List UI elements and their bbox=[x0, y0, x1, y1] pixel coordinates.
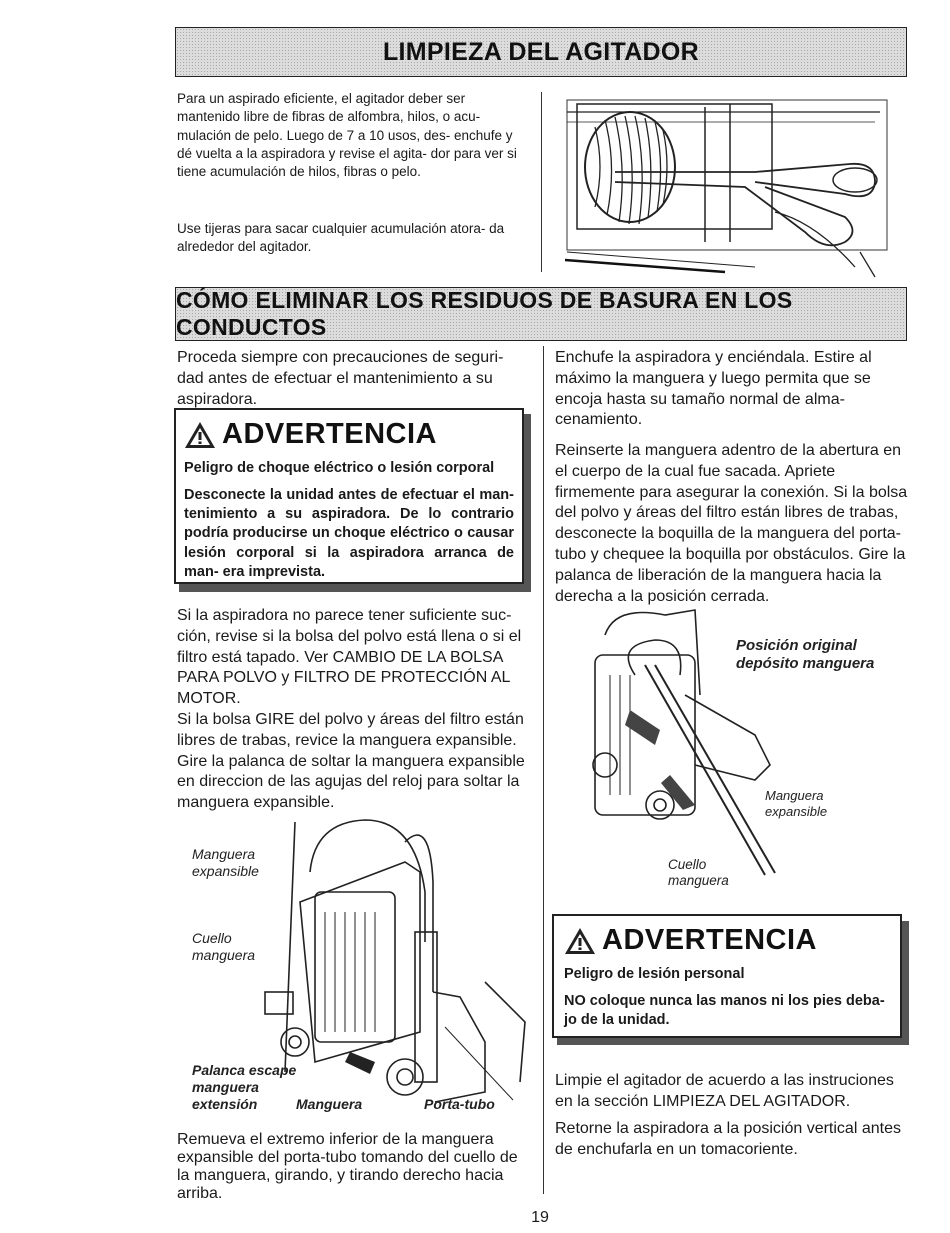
page-number: 19 bbox=[531, 1209, 549, 1226]
left-label-porta-tubo: Porta-tubo bbox=[424, 1096, 495, 1112]
warning1-subtitle: Peligro de choque eléctrico o lesión corporal bbox=[184, 460, 495, 476]
ducts-intro: Proceda siempre con precauciones de seguri- dad antes de efectuar el mantenimiento a su aspiradora. bbox=[177, 349, 504, 408]
warning-box-electric bbox=[174, 408, 524, 584]
warning-triangle-icon bbox=[564, 927, 596, 955]
section-banner-agitator bbox=[175, 27, 907, 77]
return-paragraph: Retorne la aspiradora a la posición vertical antes de enchufarla en un tomacoriente. bbox=[555, 1120, 901, 1158]
left-label-palanca: Palanca escape manguera extensión bbox=[192, 1062, 297, 1112]
warning2-body: NO coloque nunca las manos ni los pies deba- jo de la unidad. bbox=[564, 993, 885, 1029]
right-label-manguera-expansible: Manguera expansible bbox=[765, 788, 828, 819]
left-label-manguera-expansible: Manguera expansible bbox=[192, 846, 259, 879]
section-title-agitator: LIMPIEZA DEL AGITADOR bbox=[382, 37, 700, 66]
left-label-cuello-manguera: Cuello manguera bbox=[192, 930, 256, 963]
agitator-paragraph-1: Para un aspirado eficiente, el agitador deber ser mantenido libre de fibras de alfombra, hilos, o acu- mulación de pelo. Luego de 7 a 10 usos, des- enchufe y dé vuelta a la aspiradora y revise el agita- dor para ver si tiene acumulación de hilos, fibras o pelo. bbox=[177, 91, 517, 180]
right-label-cuello-manguera: Cuello manguera bbox=[668, 857, 729, 889]
plug-paragraph: Enchufe la aspiradora y enciéndala. Estire al máximo la manguera y luego permita que se encoja hasta su tamaño normal de alma- cenamiento. bbox=[555, 349, 872, 429]
warning2-heading-row bbox=[564, 924, 890, 957]
column-divider-top bbox=[541, 92, 542, 272]
warning1-body: Desconecte la unidad antes de efectuar el man- tenimiento a su aspiradora. De lo contrario podría producirse un choque eléctrico o causar lesión corporal si la aspiradora arranca de man- era imprevista. bbox=[184, 487, 514, 580]
warning2-subtitle: Peligro de lesión personal bbox=[564, 966, 745, 982]
right-label-posicion: Posición original depósito manguera bbox=[736, 637, 875, 672]
remove-paragraph: Remueva el extremo inferior de la manguera expansible del porta-tubo tomando del cuello de la manguera, girando, y tirando derecho hacia arriba. bbox=[177, 1131, 518, 1202]
reinsert-paragraph: Reinserte la manguera adentro de la abertura en el cuerpo de la cual fue sacada. Apriete firmemente para asegurar la conexión. Si la bolsa del polvo y áreas del filtro están libres de trabas, desconecte la boquilla de la manguera del porta-tubo y chequee la boquilla por obstáculos. Gire la palanca de liberación de la manguera hacia la derecha a la posición cerrada. bbox=[555, 442, 908, 605]
left-label-manguera: Manguera bbox=[296, 1096, 363, 1112]
warning1-heading: ADVERTENCIA bbox=[222, 418, 437, 450]
agitator-paragraph-2: Use tijeras para sacar cualquier acumulación atora- da alrededor del agitador. bbox=[177, 221, 505, 255]
clean-paragraph: Limpie el agitador de acuerdo a las instruciones en la sección LIMPIEZA DEL AGITADOR. bbox=[555, 1072, 894, 1110]
warning-box-personal bbox=[552, 914, 902, 1038]
warning2-heading: ADVERTENCIA bbox=[602, 924, 817, 956]
warning1-heading-row bbox=[184, 418, 514, 451]
column-divider-bottom bbox=[543, 346, 544, 1194]
warning-triangle-icon bbox=[184, 421, 216, 449]
section-banner-ducts bbox=[175, 287, 907, 341]
suction-paragraph: Si la aspiradora no parece tener suficiente suc- ción, revise si la bolsa del polvo está llena o si el filtro está tapado. Ver CAMBIO DE LA BOLSA PARA POLVO y FILTRO DE PROTECCIÓN AL MOTOR. bbox=[177, 607, 522, 708]
section-title-ducts: CÓMO ELIMINAR LOS RESIDUOS DE BASURA EN LOS CONDUCTOS bbox=[176, 287, 793, 340]
bag-paragraph: Si la bolsa GIRE del polvo y áreas del filtro están libres de trabas, revice la manguera expansible. Gire la palanca de soltar la manguera expansible en direccion de las agujas del reloj para soltar la manguera expansible. bbox=[177, 711, 525, 812]
agitator-scissors-illustration bbox=[555, 92, 900, 282]
